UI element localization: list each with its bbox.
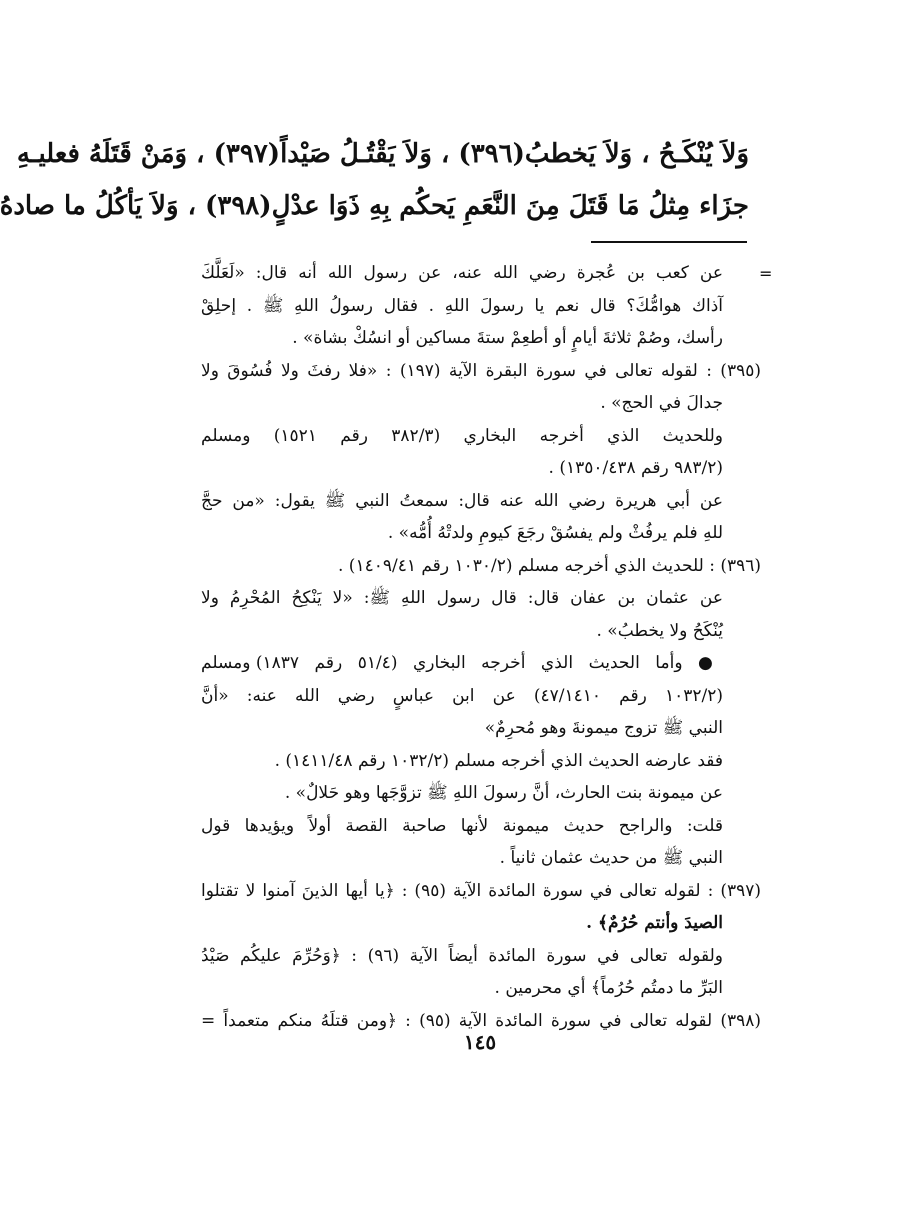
footnote-line: عن عثمان بن عفان قال: قال رسول اللهِ ﷺ: «لا يَنْكِحُ المُحْرِمُ ولا bbox=[201, 588, 723, 608]
main-text-line: وَلاَ يُنْكَـحُ ، وَلاَ يَخطبُ(٣٩٦) ، وَلاَ يَقْتُـلُ صَيْداً(٣٩٧) ، وَمَنْ قَتَلَهُ فعليـهِ bbox=[16, 139, 749, 169]
footnote-line: (١٠٣٢/٢ رقم ٤٧/١٤١٠) عن ابن عباسٍ رضي الله عنه: «أنَّ bbox=[201, 685, 723, 706]
footnote-line: الصيدَ وأنتم حُرُمٌ﴾ . bbox=[586, 913, 723, 933]
footnote-line: وللحديث الذي أخرجه البخاري (٣٨٢/٣ رقم ١٥٢١) ومسلم bbox=[201, 425, 723, 446]
footnote-line: فقد عارضه الحديث الذي أخرجه مسلم (١٠٣٢/٢ رقم ١٤١١/٤٨) . bbox=[274, 750, 723, 771]
footnote-line: (٣٩٧) : لقوله تعالى في سورة المائدة الآية (٩٥) : ﴿يا أيها الذينَ آمنوا لا تقتلوا bbox=[201, 880, 762, 901]
footnote-line: عن ميمونة بنت الحارث، أنَّ رسولَ اللهِ ﷺ تزوَّجَها وهو حَلالٌ» . bbox=[284, 783, 723, 803]
footnote-line: رأسك، وصُمْ ثلاثةَ أيامٍ أو أطعِمْ ستةَ مساكين أو انسُكْ بشاة» . bbox=[292, 328, 723, 348]
footnotes-block bbox=[201, 257, 761, 1037]
footnote-line: للهِ فلم يرفُثْ ولم يفسُقْ رجَعَ كيومِ ولدتْهُ أُمُّه» . bbox=[387, 523, 723, 543]
main-text-line: جزَاء مِثلُ مَا قَتَلَ مِنَ النَّعَمِ يَحكُم بِهِ ذَوَا عدْلٍ(٣٩٨) ، وَلاَ يَأكُلُ ما صادهُ bbox=[0, 191, 749, 221]
footnote-line: قلت: والراجح حديث ميمونة لأنها صاحبة القصة أولاً ويؤيدها قول bbox=[201, 815, 723, 836]
footnote-line: (٩٨٣/٢ رقم ١٣٥٠/٤٣٨) . bbox=[548, 458, 723, 478]
footnote-line: النبي ﷺ تزوج ميمونةَ وهو مُحرِمٌ» bbox=[484, 718, 723, 738]
footnote-line: آذاك هوامُّكَ؟ قال نعم يا رسولَ اللهِ . فقال رسولُ اللهِ ﷺ . إحلِقْ bbox=[201, 295, 723, 316]
footnote-line: (٣٩٥) : لقوله تعالى في سورة البقرة الآية (١٩٧) : «فلا رفثَ ولا فُسُوقَ ولا bbox=[201, 360, 761, 381]
footnote-line: عن أبي هريرة رضي الله عنه قال: سمعتُ النبي ﷺ يقول: «من حجَّ bbox=[201, 490, 723, 511]
footnote-line: عن كعب بن عُجرة رضي الله عنه، عن رسول الله أنه قال: «لَعَلَّكَ bbox=[201, 263, 723, 283]
footnote-line: (٣٩٨) لقوله تعالى في سورة المائدة الآية (٩٥) : ﴿ومن قتلَهُ منكم متعمداً = bbox=[201, 1010, 761, 1031]
footnote-line: النبي ﷺ من حديث عثمان ثانياً . bbox=[499, 848, 723, 868]
footnote-line: جدالَ في الحج» . bbox=[600, 393, 723, 413]
footnote-line: ● وأما الحديث الذي أخرجه البخاري (٥١/٤ رقم ١٨٣٧) ومسلم bbox=[201, 653, 723, 673]
footnote-separator-rule bbox=[591, 241, 747, 243]
footnote-line: يُنْكَحُ ولا يخطبُ» . bbox=[596, 620, 723, 641]
continuation-mark: = bbox=[759, 264, 773, 283]
footnote-line: ولقوله تعالى في سورة المائدة أيضاً الآية (٩٦) : ﴿وَحُرِّمَ عليكُم صَيْدُ bbox=[201, 945, 723, 966]
main-text-block bbox=[0, 128, 749, 232]
footnote-line: البَرِّ ما دمتُم حُرُماً﴾ أي محرمين . bbox=[494, 978, 723, 998]
footnote-line: (٣٩٦) : للحديث الذي أخرجه مسلم (١٠٣٠/٢ رقم ١٤٠٩/٤١) . bbox=[338, 555, 761, 576]
page-number: ١٤٥ bbox=[463, 1030, 497, 1054]
